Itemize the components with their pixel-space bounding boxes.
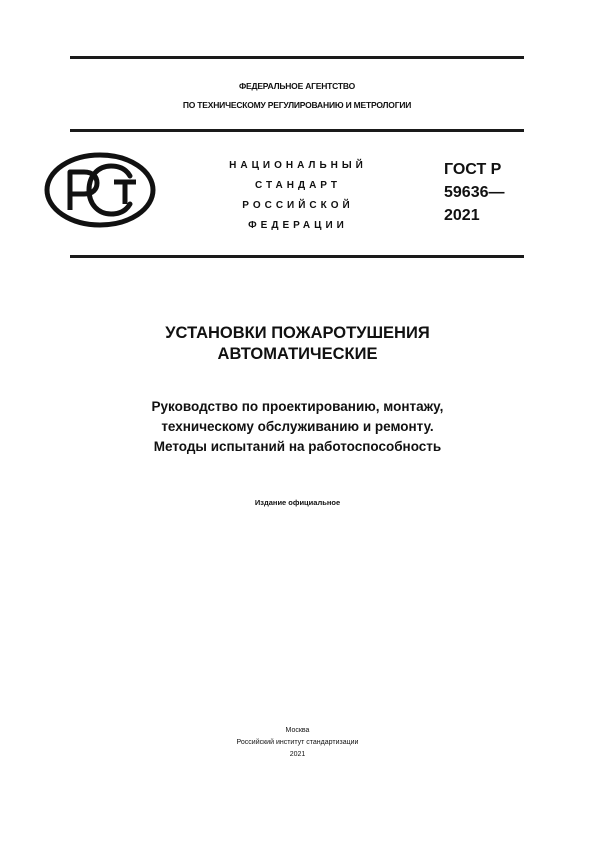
gost-designation-line-2: 59636— <box>444 184 505 201</box>
lower-divider-rule <box>70 255 524 258</box>
title-line-2: АВТОМАТИЧЕСКИЕ <box>217 345 378 363</box>
national-standard-heading <box>200 156 396 236</box>
gost-designation-line-1: ГОСТ Р <box>444 161 502 178</box>
gost-designation <box>444 158 534 227</box>
imprint-publisher: Российский институт стандартизации <box>236 739 359 746</box>
top-rule <box>70 56 524 59</box>
title-line-1: УСТАНОВКИ ПОЖАРОТУШЕНИЯ <box>165 324 430 342</box>
upper-divider-rule <box>70 129 524 132</box>
agency-name-line-2: ПО ТЕХНИЧЕСКОМУ РЕГУЛИРОВАНИЮ И МЕТРОЛОГИИ <box>182 100 412 110</box>
standard-line-1: НАЦИОНАЛЬНЫЙ <box>229 160 367 171</box>
edition-note: Издание официальное <box>254 498 341 507</box>
imprint-city: Москва <box>285 727 310 734</box>
imprint <box>150 725 445 761</box>
document-subtitle <box>50 397 545 457</box>
imprint-year: 2021 <box>289 751 306 758</box>
standard-line-2: СТАНДАРТ <box>255 180 341 191</box>
subtitle-line-1: Руководство по проектированию, монтажу, <box>151 399 444 414</box>
document-title <box>50 323 545 365</box>
gost-designation-line-3: 2021 <box>444 207 480 224</box>
subtitle-line-2: техническому обслуживанию и ремонту. <box>161 419 434 434</box>
agency-name-line-1: ФЕДЕРАЛЬНОЕ АГЕНТСТВО <box>238 81 356 91</box>
rst-certification-mark-icon <box>44 152 156 228</box>
standard-line-4: ФЕДЕРАЦИИ <box>248 220 348 231</box>
subtitle-line-3: Методы испытаний на работоспособность <box>153 439 442 454</box>
standard-line-3: РОССИЙСКОЙ <box>242 200 354 211</box>
